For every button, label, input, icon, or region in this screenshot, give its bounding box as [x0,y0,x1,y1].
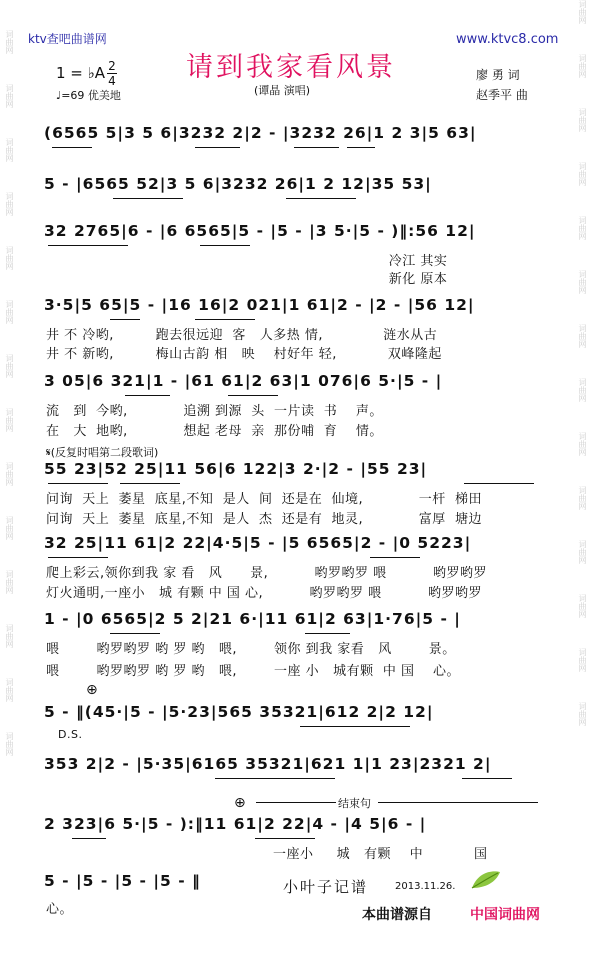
side-watermark-text: 词曲网 [578,216,587,240]
lyric-line: 问询 天上 萎星 底星,不知 是人 间 还是在 仙境, 一杆 梯田 [46,492,482,507]
lyric-line: 喂 哟罗哟罗 哟 罗 哟 喂, 领你 到我 家看 风 景。 [46,642,456,657]
music-row: 5 - |6565 52|3 5 6|3232 26|1 2 12|35 53| [44,175,432,193]
side-watermark-text: 词曲网 [578,0,587,24]
music-row: 2 323|6 5·|5 - ):‖11 61|2 22|4 - |4 5|6 - | [44,815,427,833]
song-title: 请到我家看风景 [186,52,396,83]
key-signature: 1 = ♭A [56,64,105,82]
side-watermark-text: 词曲网 [5,138,14,162]
time-signature-top: 2 [108,59,116,73]
time-signature-bottom: 4 [108,74,116,88]
lyric-line: 灯火通明,一座小 城 有颗 中 国 心, 哟罗哟罗 喂 哟罗哟罗 [46,586,482,601]
side-watermark-text: 词曲网 [5,462,14,486]
side-watermark-text: 词曲网 [578,54,587,78]
repeat-note: 𝄋(反复时唱第二段歌词) [46,446,159,459]
lyric-line: 在 大 地哟, 想起 老母 亲 那份哺 育 情。 [46,424,383,439]
lyric-line: 流 到 今哟, 追溯 到源 头 一片读 书 声。 [46,404,383,419]
side-watermark-text: 词曲网 [5,192,14,216]
side-watermark-text: 词曲网 [5,732,14,756]
side-watermark-text: 词曲网 [5,84,14,108]
side-watermark-text: 词曲网 [5,570,14,594]
left-side-watermark [0,0,18,953]
leaf-icon [468,866,502,892]
site-watermark-right: www.ktvc8.com [456,32,559,47]
lyric-line: 新化 原本 [46,272,448,287]
side-watermark-text: 词曲网 [5,30,14,54]
side-watermark-text: 词曲网 [578,486,587,510]
side-watermark-text: 词曲网 [5,300,14,324]
side-watermark-text: 词曲网 [578,108,587,132]
singer-credit: (谭晶 演唱) [254,84,311,97]
side-watermark-text: 词曲网 [578,648,587,672]
lyric-line: 爬上彩云,领你到我 家 看 风 景, 哟罗哟罗 喂 哟罗哟罗 [46,566,487,581]
side-watermark-text: 词曲网 [5,516,14,540]
lyric-line: 冷江 其实 [46,254,448,269]
ending-label: 结束句 [338,797,371,810]
side-watermark-text: 词曲网 [5,246,14,270]
side-watermark-text: 词曲网 [578,432,587,456]
coda-sign-icon: ⊕ [234,795,246,811]
da-segno-label: D.S. [46,728,83,741]
music-row: 5 - ‖(45·|5 - |5·23|565 35321|612 2|2 12| [44,703,434,721]
side-watermark-text: 词曲网 [578,324,587,348]
music-row: 353 2|2 - |5·35|6165 35321|621 1|1 23|2321 2| [44,755,492,773]
lyric-line: 问询 天上 萎星 底星,不知 是人 杰 还是有 地灵, 富厚 塘边 [46,512,482,527]
music-row: 1 - |0 6565|2 5 2|21 6·|11 61|2 63|1·76|5 - | [44,610,461,628]
side-watermark-text: 词曲网 [5,354,14,378]
music-row: 5 - |5 - |5 - |5 - ‖ [44,872,201,890]
side-watermark-text: 词曲网 [578,378,587,402]
music-row: 32 2765|6 - |6 6565|5 - |5 - |3 5·|5 - )‖:56 12| [44,222,476,240]
lyric-line: 一座小 城 有颗 中 国 [46,847,488,862]
site-watermark-left: ktv查吧曲谱网 [28,32,107,46]
lyric-line: 井 不 冷哟, 跑去很远迎 客 人多热 情, 涟水从古 [46,328,438,343]
side-watermark-text: 词曲网 [5,624,14,648]
side-watermark-text: 词曲网 [578,702,587,726]
music-row: 32 25|11 61|2 22|4·5|5 - |5 6565|2 - |0 5223| [44,534,472,552]
side-watermark-text: 词曲网 [578,270,587,294]
composer-credit: 赵季平 曲 [476,88,528,102]
lyric-line: 喂 哟罗哟罗 哟 罗 哟 喂, 一座 小 城有颗 中 国 心。 [46,664,460,679]
coda-sign-icon: ⊕ [86,682,98,698]
lyricist-credit: 廖 勇 词 [476,68,520,82]
right-side-watermark [573,0,591,953]
tempo-marking: ♩=69 优美地 [56,89,121,102]
side-watermark-text: 词曲网 [578,540,587,564]
side-watermark-text: 词曲网 [5,678,14,702]
music-row: 55 23|52 25|11 56|6 122|3 2·|2 - |55 23| [44,460,428,478]
lyric-line: 井 不 新哟, 梅山古韵 相 映 村好年 轻, 双峰隆起 [46,347,442,362]
transcription-date: 2013.11.26. [395,881,456,892]
side-watermark-text: 词曲网 [578,162,587,186]
side-watermark-text: 词曲网 [5,408,14,432]
music-row: (6565 5|3 5 6|3232 2|2 - |3232 26|1 2 3|5 63| [44,124,477,142]
side-watermark-text: 词曲网 [578,594,587,618]
source-label: 本曲谱源自 [362,907,432,923]
music-row: 3·5|5 65|5 - |16 16|2 021|1 61|2 - |2 - |56 12| [44,296,475,314]
source-site: 中国词曲网 [470,907,540,923]
music-row: 3 05|6 321|1 - |61 61|2 63|1 076|6 5·|5 - | [44,372,443,390]
time-signature [104,60,120,87]
transcriber-signature: 小叶子记谱 [283,878,369,896]
lyric-line: 心。 [46,902,74,917]
